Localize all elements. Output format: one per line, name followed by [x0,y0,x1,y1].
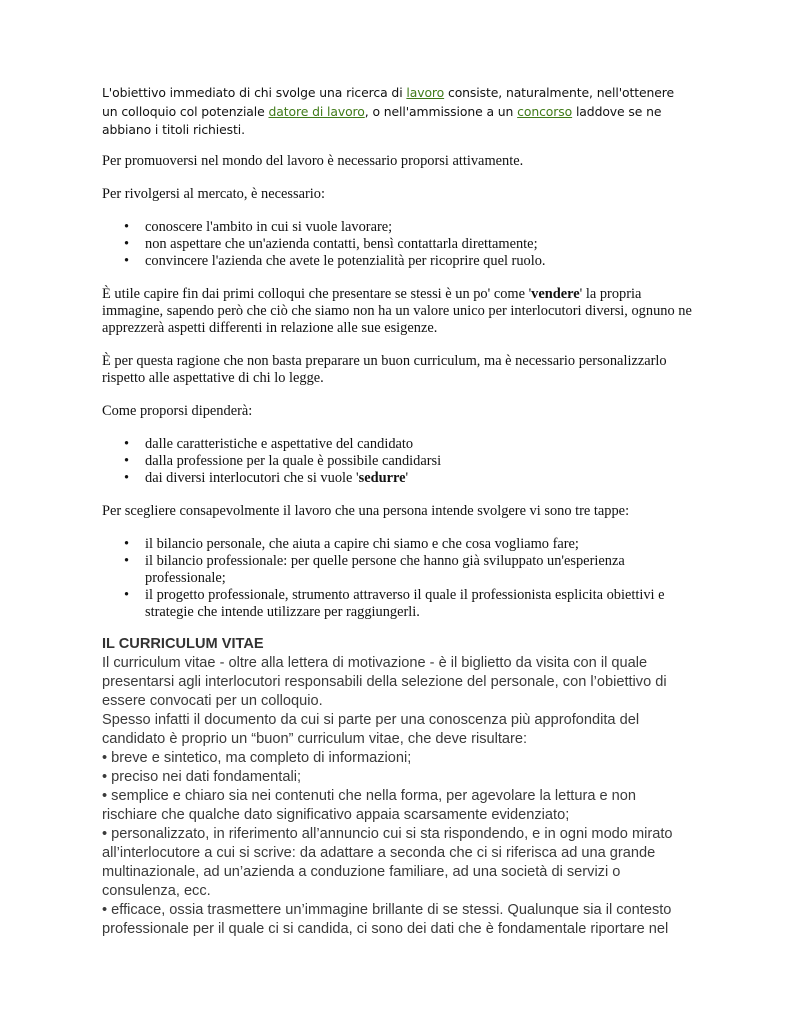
intro-text-3: , o nell'ammissione a un [364,103,518,119]
p3-bold: vendere [531,285,580,302]
list-dipendera [102,436,692,487]
list-item: • dalle caratteristiche e aspettative del candidato [145,436,692,453]
intro-text-4: laddove se ne abbiano i titoli richiesti. [102,103,662,137]
paragraph-tre-tappe: Per scegliere consapevolmente il lavoro che una persona intende svolgere vi sono tre tappe: [102,502,630,519]
list-tappe [102,536,692,621]
paragraph-curriculum: È per questa ragione che non basta preparare un buon curriculum, ma è necessario personalizzarlo rispetto alle aspettative di chi lo legge. [102,352,667,386]
cv-heading: IL CURRICULUM VITAE [102,635,264,652]
cv-section [102,635,692,939]
item3-bold: sedurre [358,469,406,486]
list-item: • il progetto professionale, strumento attraverso il quale il professionista esplicita obiettivi e strategie che intende utilizzare per raggiungerli. [145,587,692,621]
cv-bullet: • preciso nei dati fondamentali; [102,768,301,785]
list-item: • il bilancio personale, che aiuta a capire chi siamo e che cosa vogliamo fare; [145,536,692,553]
cv-paragraph-1: Il curriculum vitae - oltre alla lettera di motivazione - è il biglietto da visita con il quale presentarsi agli interlocutori responsabili della selezione del personale, con l’obiettivo di essere convocati per un colloquio. [102,654,667,709]
paragraph-vendere [102,286,692,337]
list-item [145,470,692,487]
paragraph-promuoversi: Per promuoversi nel mondo del lavoro è necessario proporsi attivamente. [102,152,524,169]
item3-after: ' [405,469,409,486]
list-item: • non aspettare che un'azienda contatti, bensì contattarla direttamente; [145,236,692,253]
cv-bullet: • personalizzato, in riferimento all’annuncio cui si sta rispondendo, e in ogni modo mirato all’interlocutore a cui si scrive: da adattare a seconda che ci si riferisca ad una grande multinazionale, ad un’azienda a conduzione familiare, ad una società di servizi o consulenza, ecc. [102,825,673,899]
intro-text-1: L'obiettivo immediato di chi svolge una ricerca di [102,85,407,100]
p3-before: È utile capire fin dai primi colloqui che presentare se stessi è un po' come ' [102,285,532,302]
paragraph-mercato: Per rivolgersi al mercato, è necessario: [102,185,325,202]
p3-after: ' la propria immagine, sapendo però che ciò che siamo non ha un valore unico per interlocutori diversi, ognuno ne apprezzerà aspetti differenti in relazione alle sue esigenze. [102,285,692,336]
list-item: • conoscere l'ambito in cui si vuole lavorare; [145,219,692,236]
cv-bullet: • breve e sintetico, ma completo di informazioni; [102,749,412,766]
cv-bullet: • semplice e chiaro sia nei contenuti che nella forma, per agevolare la lettura e non rischiare che qualche dato significativo appaia scarsamente evidenziato; [102,787,637,823]
link-lavoro[interactable]: lavoro [406,85,445,100]
list-item: • convincere l'azienda che avete le potenzialità per ricoprire quel ruolo. [145,253,692,270]
link-concorso[interactable]: concorso [517,103,573,119]
intro-paragraph [102,84,692,140]
document-body [102,84,692,939]
list-necessario [102,219,692,270]
item3-before: dai diversi interlocutori che si vuole ' [145,469,359,486]
cv-paragraph-2: Spesso infatti il documento da cui si parte per una conoscenza più approfondita del candidato è proprio un “buon” curriculum vitae, che deve risultare: [102,711,640,747]
paragraph-come-proporsi: Come proporsi dipenderà: [102,402,253,419]
list-item: • dalla professione per la quale è possibile candidarsi [145,453,692,470]
intro-text-2: consiste, naturalmente, nell'ottenere un colloquio col potenziale [102,85,675,119]
cv-bullet: • efficace, ossia trasmettere un’immagine brillante di se stessi. Qualunque sia il contesto professionale per il quale ci si candida, ci sono dei dati che è fondamentale riportare nel [102,901,672,937]
list-item: • il bilancio professionale: per quelle persone che hanno già sviluppato un'esperienza professionale; [145,553,692,587]
link-datore-di-lavoro[interactable]: datore di lavoro [268,103,365,119]
